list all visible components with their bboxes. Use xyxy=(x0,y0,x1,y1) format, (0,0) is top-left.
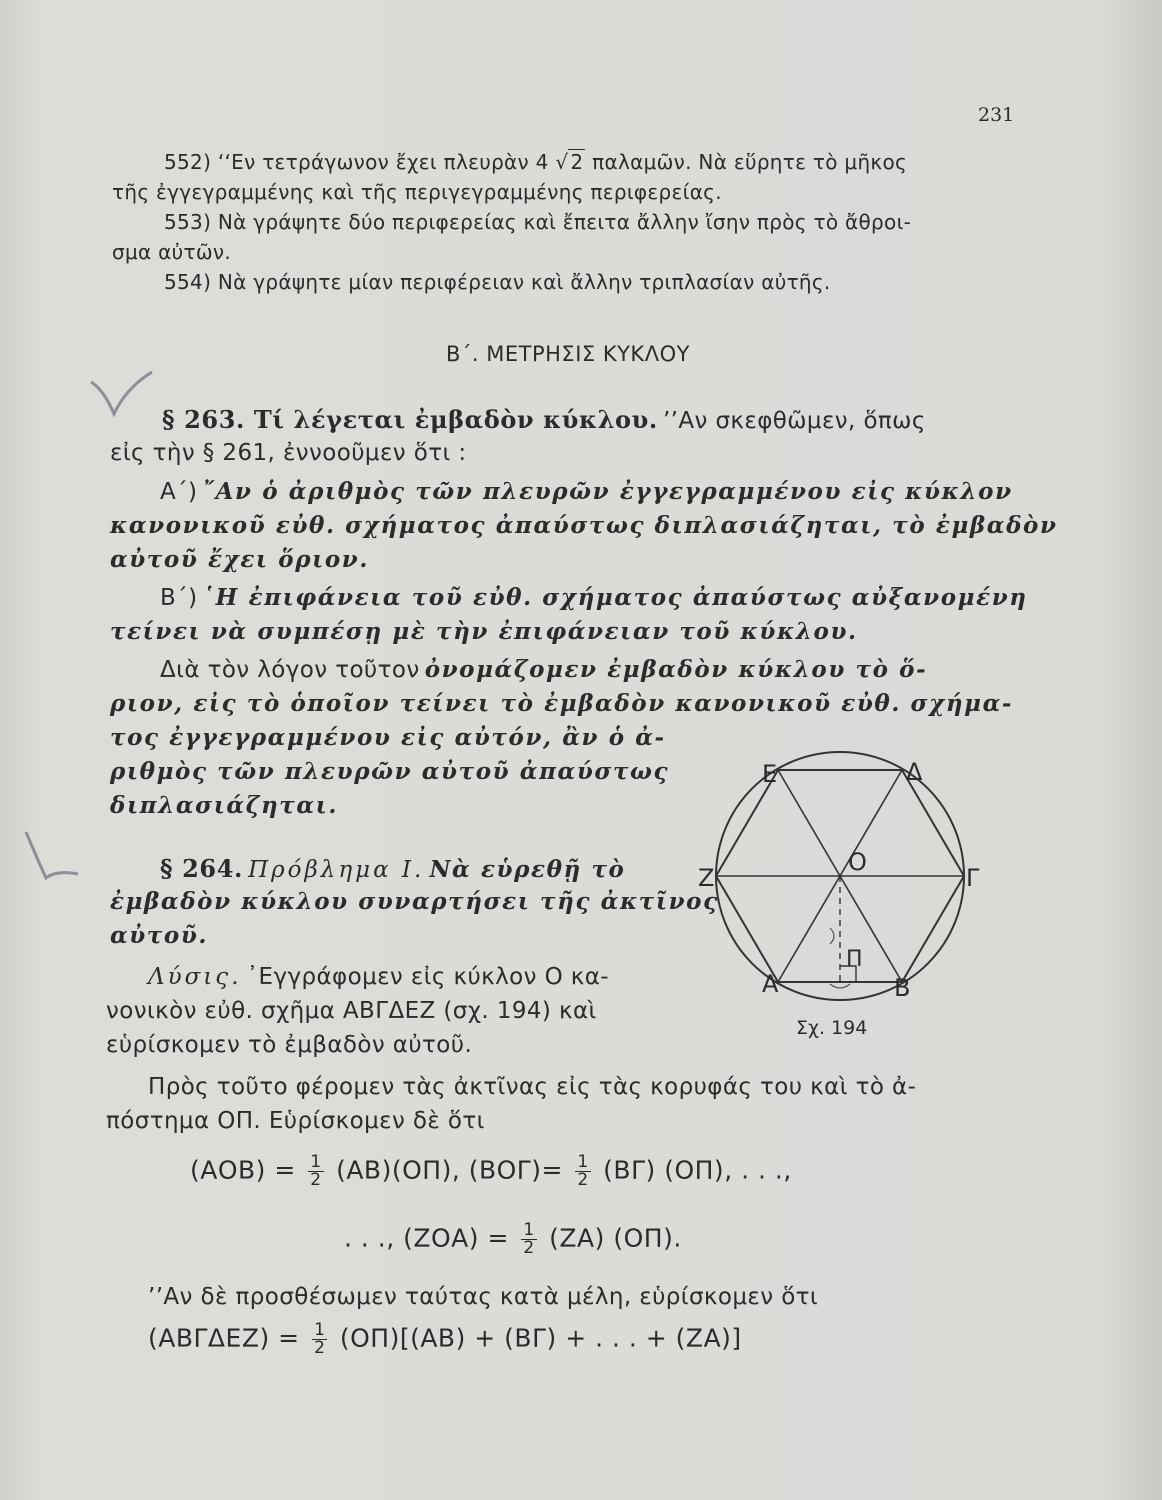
para263-def-line2: ριον, εἰς τὸ ὁποῖον τείνει τὸ ἐμβαδὸν κανονικοῦ εὐθ. σχήμα- xyxy=(110,690,1014,717)
para264-solution-line1: Λύσις. ᾿Εγγράφομεν εἰς κύκλον Ο κα- xyxy=(148,964,610,990)
sum-line: ’’Αν δὲ προσθέσωμεν ταύτας κατὰ μέλη, εὑρίσκομεν ὅτι xyxy=(148,1284,819,1310)
para264-solution-line3: εὑρίσκομεν τὸ ἐμβαδὸν αὐτοῦ. xyxy=(106,1032,473,1058)
exercise-554-line1: 554) Νὰ γράψητε μίαν περιφέρειαν καὶ ἄλλην τριπλασίαν αὐτῆς. xyxy=(164,270,831,294)
label-E: Ε xyxy=(762,760,778,788)
pencil-check-mark-icon xyxy=(86,370,156,420)
exercise-553-line2: σμα αὐτῶν. xyxy=(112,240,232,264)
para263-b-line1: Β΄) ῾Η ἐπιφάνεια τοῦ εὐθ. σχήματος ἀπαύστως αὐξανομένη xyxy=(160,584,1028,611)
exercise-552-line2: τῆς ἐγγεγραμμένης καὶ τῆς περιγεγραμμένης περιφερείας. xyxy=(112,180,722,204)
para263-def-line1: Διὰ τὸν λόγον τοῦτον ὀνομάζομεν ἐμβαδὸν κύκλου τὸ ὅ- xyxy=(160,656,928,683)
section-heading: Β΄. ΜΕΤΡΗΣΙΣ ΚΥΚΛΟΥ xyxy=(446,342,690,366)
label-O: Ο xyxy=(848,848,867,876)
figure-caption: Σχ. 194 xyxy=(796,1017,868,1039)
label-B: Β xyxy=(894,974,911,1002)
label-A: Α xyxy=(762,970,779,998)
angle-arc xyxy=(830,928,834,944)
para263-def-line3: τος ἐγγεγραμμένου εἰς αὐτόν, ἂν ὁ ἀ- xyxy=(110,724,666,751)
para263-a-line1: Α΄) ῎Αν ὁ ἀριθμὸς τῶν πλευρῶν ἐγγεγραμμένου εἰς κύκλον xyxy=(160,478,1013,505)
label-G: Γ xyxy=(966,864,980,892)
para264-cont-line2: πόστημα ΟΠ. Εὑρίσκομεν δὲ ὅτι xyxy=(106,1108,485,1134)
para263-b-line2: τείνει νὰ συμπέσῃ μὲ τὴν ἐπιφάνειαν τοῦ κύκλου. xyxy=(110,618,858,645)
para263-title: § 263. Τί λέγεται ἐμβαδὸν κύκλου. xyxy=(162,405,658,434)
equation-1: (ΑΟΒ) = $\frac{1}{2}$ (ΑΒ)(ΟΠ), (ΒΟΓ)= $\frac{1}{2}$ (ΒΓ) (ΟΠ), . . ., xyxy=(190,1152,792,1190)
exercise-552-line1: 552) ‘‘Εν τετράγωνον ἔχει πλευρὰν 4 √ 2 παλαμῶν. Νὰ εὕρητε τὸ μῆκος xyxy=(164,150,908,174)
equation-2: . . ., (ΖΟΑ) = $\frac{1}{2}$ (ΖΑ) (ΟΠ). xyxy=(344,1220,682,1258)
pencil-check-mark-icon-2 xyxy=(22,826,82,886)
page-number: 231 xyxy=(978,104,1015,126)
para264-title-line1: § 264. Πρόβλημα Ι. Νὰ εὑρεθῇ τὸ xyxy=(160,854,626,883)
exercise-553-line1: 553) Νὰ γράψητε δύο περιφερείας καὶ ἔπειτα ἄλλην ἴσην πρὸς τὸ ἄθροι- xyxy=(164,210,912,234)
para264-title-line2: ἐμβαδὸν κύκλου συναρτήσει τῆς ἀκτῖνος xyxy=(110,888,719,915)
para263-def-line5: διπλασιάζηται. xyxy=(110,792,338,819)
para263-def-line4: ριθμὸς τῶν πλευρῶν αὐτοῦ ἀπαύστως xyxy=(110,758,670,785)
para263-a-line2: κανονικοῦ εὐθ. σχήματος ἀπαύστως διπλασιάζηται, τὸ ἐμβαδὸν xyxy=(110,512,1058,539)
fraction-half: $\frac{1}{2}$ xyxy=(310,1152,322,1190)
label-D: Δ xyxy=(906,758,923,786)
figure-194 xyxy=(690,740,1010,1050)
label-Z: Ζ xyxy=(698,864,715,892)
para263-title-line: § 263. Τί λέγεται ἐμβαδὸν κύκλου. ’’Αν σκεφθῶμεν, ὅπως xyxy=(162,405,926,434)
fraction-half: $\frac{1}{2}$ xyxy=(523,1220,535,1258)
para263-a-line3: αὐτοῦ ἔχει ὅριον. xyxy=(110,546,369,573)
label-P: Π xyxy=(846,947,863,972)
para264-solution-line2: νονικὸν εὐθ. σχῆμα ΑΒΓΔΕΖ (σχ. 194) καὶ xyxy=(106,998,597,1024)
small-arc xyxy=(830,984,850,988)
para263-intro-line2: εἰς τὴν § 261, ἐννοοῦμεν ὅτι : xyxy=(110,440,467,466)
fraction-half: $\frac{1}{2}$ xyxy=(577,1152,589,1190)
para264-cont-line1: Πρὸς τοῦτο φέρομεν τὰς ἀκτῖνας εἰς τὰς κορυφάς του καὶ τὸ ἀ- xyxy=(148,1074,917,1100)
problem-label: Πρόβλημα Ι. xyxy=(248,857,425,883)
solution-label: Λύσις. xyxy=(148,964,242,990)
para264-title-line3: αὐτοῦ. xyxy=(110,922,209,949)
equation-3: (ΑΒΓΔΕΖ) = $\frac{1}{2}$ (ΟΠ)[(ΑΒ) + (ΒΓ) + . . . + (ΖΑ)] xyxy=(148,1320,742,1358)
fraction-half: $\frac{1}{2}$ xyxy=(314,1320,326,1358)
